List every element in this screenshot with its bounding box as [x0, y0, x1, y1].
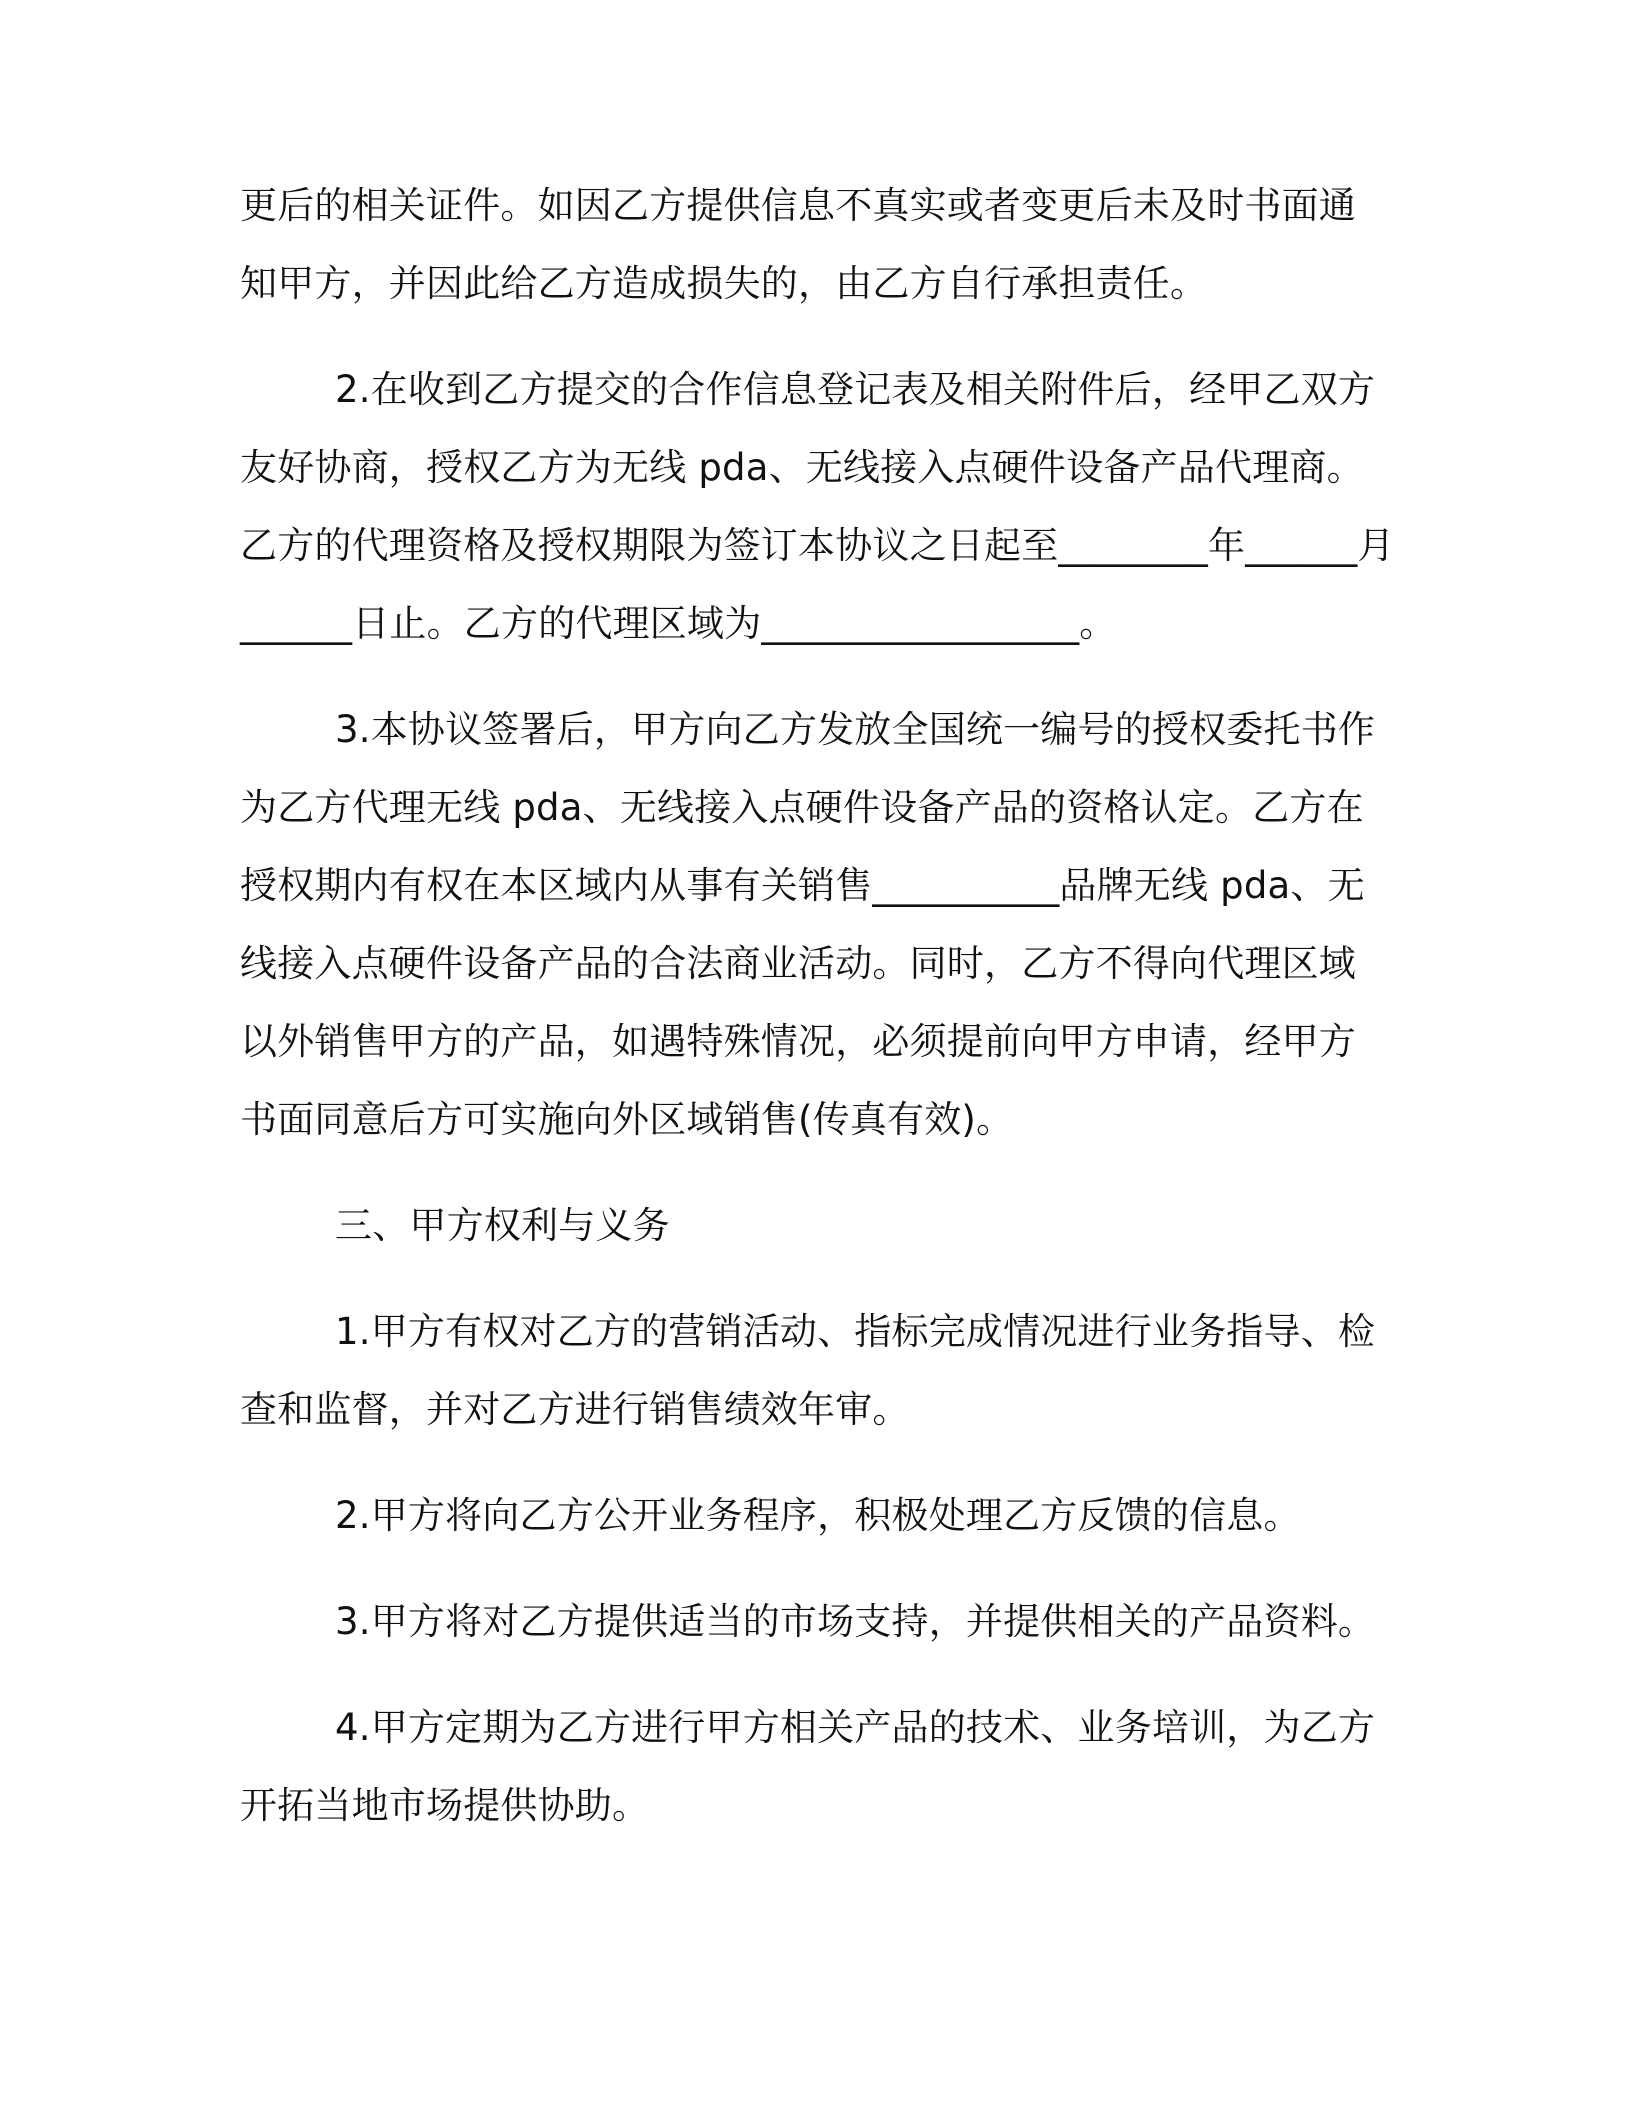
clause-3-line-1: 3.本协议签署后，甲方向乙方发放全国统一编号的授权委托书作 — [335, 708, 1376, 751]
document-body — [240, 184, 1395, 1827]
clause-3-line-3: 授权期内有权在本区域内从事有关销售__________品牌无线 pda、无 — [240, 864, 1365, 907]
clause-2-line-3: 乙方的代理资格及授权期限为签订本协议之日起至________年______月 — [240, 524, 1395, 567]
clause-2-line-4: ______日止。乙方的代理区域为_________________。 — [240, 602, 1117, 645]
obligation-4-line-1: 4.甲方定期为乙方进行甲方相关产品的技术、业务培训，为乙方 — [335, 1706, 1376, 1749]
text-line-2: 知甲方，并因此给乙方造成损失的，由乙方自行承担责任。 — [240, 262, 1208, 305]
section-heading: 三、甲方权利与义务 — [335, 1204, 670, 1247]
obligation-4-line-2: 开拓当地市场提供协助。 — [240, 1784, 650, 1827]
text-line-1: 更后的相关证件。如因乙方提供信息不真实或者变更后未及时书面通 — [240, 184, 1356, 227]
clause-2-line-2: 友好协商，授权乙方为无线 pda、无线接入点硬件设备产品代理商。 — [240, 446, 1364, 489]
obligation-1-line-2: 查和监督，并对乙方进行销售绩效年审。 — [240, 1388, 910, 1431]
clause-3-line-5: 以外销售甲方的产品，如遇特殊情况，必须提前向甲方申请，经甲方 — [240, 1020, 1356, 1063]
obligation-1-line-1: 1.甲方有权对乙方的营销活动、指标完成情况进行业务指导、检 — [335, 1310, 1376, 1353]
obligation-3: 3.甲方将对乙方提供适当的市场支持，并提供相关的产品资料。 — [335, 1600, 1376, 1643]
obligation-2: 2.甲方将向乙方公开业务程序，积极处理乙方反馈的信息。 — [335, 1494, 1301, 1537]
clause-3-line-2: 为乙方代理无线 pda、无线接入点硬件设备产品的资格认定。乙方在 — [240, 786, 1364, 829]
clause-2-line-1: 2.在收到乙方提交的合作信息登记表及相关附件后，经甲乙双方 — [335, 368, 1376, 411]
clause-3-line-4: 线接入点硬件设备产品的合法商业活动。同时，乙方不得向代理区域 — [240, 942, 1356, 985]
clause-3-line-6: 书面同意后方可实施向外区域销售(传真有效)。 — [240, 1098, 1014, 1141]
